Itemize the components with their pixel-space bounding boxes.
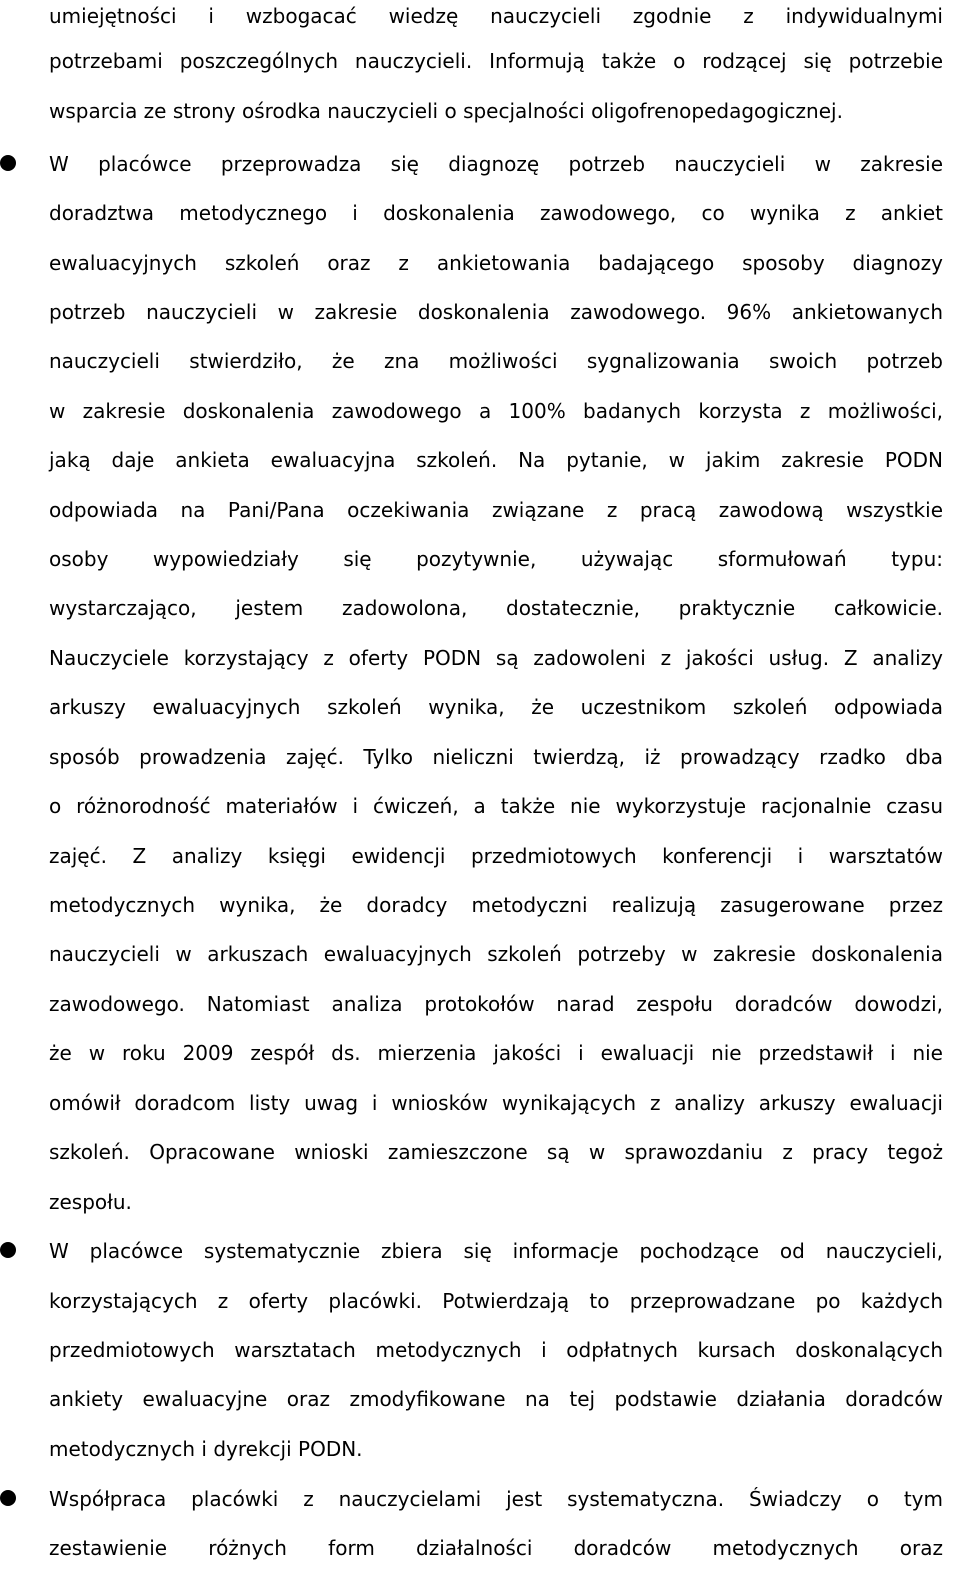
text-line: zestawienie różnych form działalności doradców metodycznych oraz [49,1536,943,1560]
text-line: szkoleń. Opracowane wnioski zamieszczone są w sprawozdaniu z pracy tegoż [49,1140,943,1164]
text-line: ankiety ewaluacyjne oraz zmodyfikowane na tej podstawie działania doradców [49,1387,943,1411]
text-line: odpowiada na Pani/Pana oczekiwania związane z pracą zawodową wszystkie [49,498,943,522]
text-line: że w roku 2009 zespół ds. mierzenia jakości i ewaluacji nie przedstawił i nie [49,1041,943,1065]
text-line: osoby wypowiedziały się pozytywnie, używając sformułowań typu: [49,547,943,571]
text-line: jaką daje ankieta ewaluacyjna szkoleń. Na pytanie, w jakim zakresie PODN [49,448,943,472]
bullet-icon [0,155,16,171]
bullet-icon [0,1242,16,1258]
text-line: Współpraca placówki z nauczycielami jest systematyczna. Świadczy o tym [49,1487,943,1511]
text-line: wsparcia ze strony ośrodka nauczycieli o specjalności oligofrenopedagogicznej. [49,99,843,123]
text-line: korzystających z oferty placówki. Potwierdzają to przeprowadzane po każdych [49,1289,943,1313]
text-line: sposób prowadzenia zajęć. Tylko nieliczni twierdzą, iż prowadzący rzadko dba [49,745,943,769]
text-line: zajęć. Z analizy księgi ewidencji przedmiotowych konferencji i warsztatów [49,844,943,868]
text-line: przedmiotowych warsztatach metodycznych i odpłatnych kursach doskonalących [49,1338,943,1362]
text-line: w zakresie doskonalenia zawodowego a 100% badanych korzysta z możliwości, [49,399,943,423]
text-line: omówił doradcom listy uwag i wniosków wynikających z analizy arkuszy ewaluacji [49,1091,943,1115]
text-line: metodycznych i dyrekcji PODN. [49,1437,363,1461]
text-line: wystarczająco, jestem zadowolona, dostatecznie, praktycznie całkowicie. [49,596,943,620]
text-line: Nauczyciele korzystający z oferty PODN są zadowoleni z jakości usług. Z analizy [49,646,943,670]
text-line: ewaluacyjnych szkoleń oraz z ankietowania badającego sposoby diagnozy [49,251,943,275]
text-line: W placówce przeprowadza się diagnozę potrzeb nauczycieli w zakresie [49,152,943,176]
text-line: W placówce systematycznie zbiera się informacje pochodzące od nauczycieli, [49,1239,943,1263]
text-line: o różnorodność materiałów i ćwiczeń, a także nie wykorzystuje racjonalnie czasu [49,794,943,818]
text-line: arkuszy ewaluacyjnych szkoleń wynika, że uczestnikom szkoleń odpowiada [49,695,943,719]
text-line: potrzebami poszczególnych nauczycieli. Informują także o rodzącej się potrzebie [49,49,943,73]
bullet-icon [0,1490,16,1506]
text-line: zespołu. [49,1190,132,1214]
text-line: metodycznych wynika, że doradcy metodyczni realizują zasugerowane przez [49,893,943,917]
text-line: zawodowego. Natomiast analiza protokołów narad zespołu doradców dowodzi, [49,992,943,1016]
text-line: nauczycieli w arkuszach ewaluacyjnych szkoleń potrzeby w zakresie doskonalenia [49,942,943,966]
text-line: umiejętności i wzbogacać wiedzę nauczycieli zgodnie z indywidualnymi [49,4,943,28]
text-line: doradztwa metodycznego i doskonalenia zawodowego, co wynika z ankiet [49,201,943,225]
text-line: potrzeb nauczycieli w zakresie doskonalenia zawodowego. 96% ankietowanych [49,300,943,324]
text-line: nauczycieli stwierdziło, że zna możliwości sygnalizowania swoich potrzeb [49,349,943,373]
